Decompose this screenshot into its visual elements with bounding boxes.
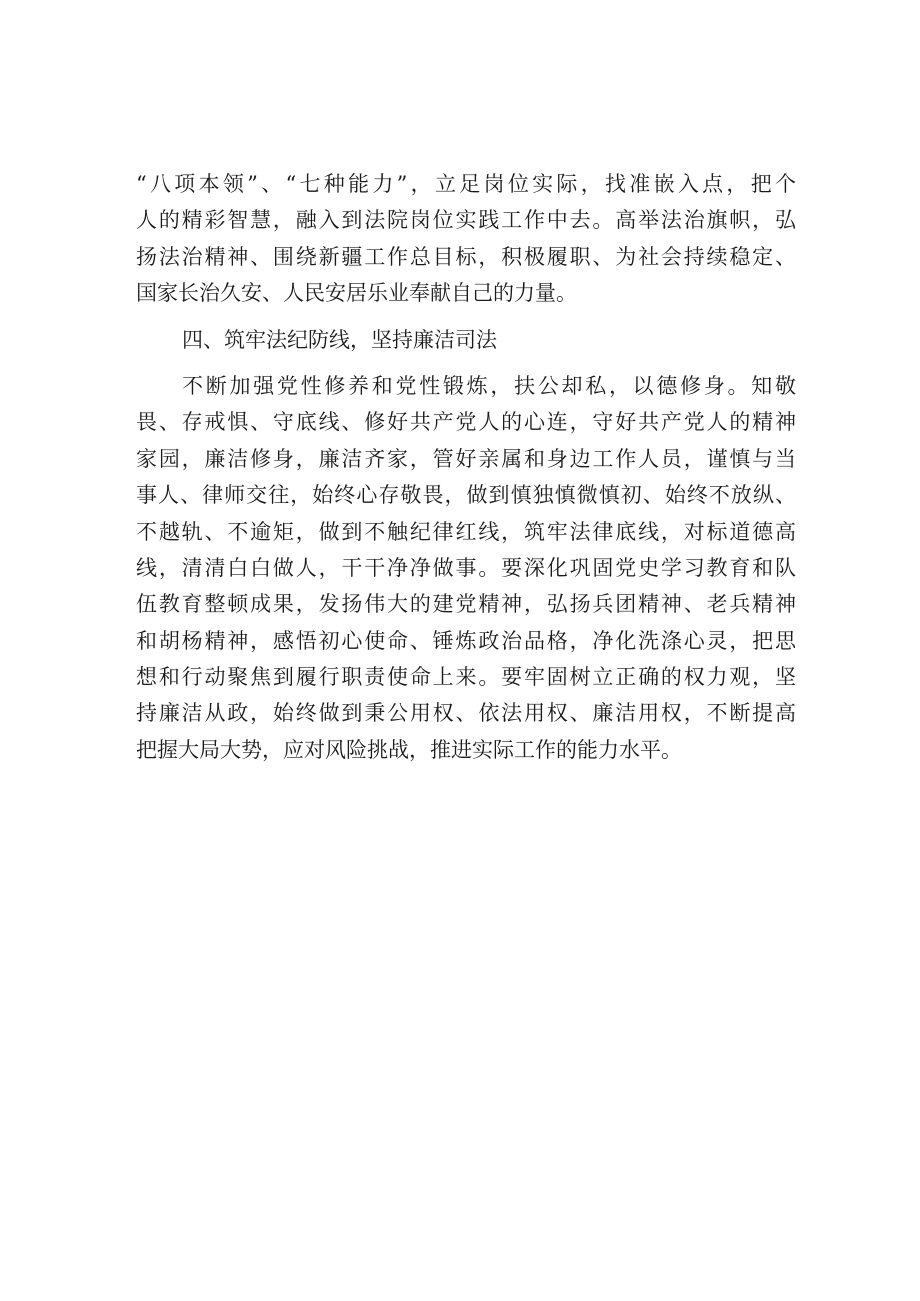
text-line: 不断加强党性修养和党性锻炼，扶公却私，以德修身。知敬 bbox=[182, 373, 796, 398]
text-line: 不越轨、不逾矩，做到不触纪律红线，筑牢法律底线，对标道德高 bbox=[136, 519, 796, 544]
text-line: 伍教育整顿成果，发扬伟大的建党精神，弘扬兵团精神、老兵精神 bbox=[136, 592, 796, 617]
paragraph-body bbox=[136, 368, 796, 768]
text-line: 国家长治久安、人民安居乐业奉献自己的力量。 bbox=[136, 281, 577, 306]
text-line: 线，清清白白做人，干干净净做事。要深化巩固党史学习教育和队 bbox=[136, 555, 796, 580]
text-line: 把握大局大势，应对风险挑战，推进实际工作的能力水平。 bbox=[136, 737, 682, 762]
text-line: 和胡杨精神，感悟初心使命、锤炼政治品格，净化洗涤心灵，把思 bbox=[136, 628, 796, 653]
text-line: 畏、存戒惧、守底线、修好共产党人的心连，守好共产党人的精神 bbox=[136, 410, 796, 435]
text-line: “八项本领”、“七种能力”，立足岗位实际，找准嵌入点，把个 bbox=[136, 172, 796, 196]
text-line: 想和行动聚焦到履行职责使命上来。要牢固树立正确的权力观，坚 bbox=[136, 665, 796, 690]
document-body bbox=[136, 166, 796, 768]
text-line: 家园，廉洁修身，廉洁齐家，管好亲属和身边工作人员，谨慎与当 bbox=[136, 446, 796, 471]
text-line: 人的精彩智慧，融入到法院岗位实践工作中去。高举法治旗帜，弘 bbox=[136, 208, 796, 233]
text-line: 持廉洁从政，始终做到秉公用权、依法用权、廉洁用权，不断提高 bbox=[136, 701, 796, 726]
text-line: 事人、律师交往，始终心存敬畏，做到慎独慎微慎初、始终不放纵、 bbox=[136, 483, 796, 508]
section-heading: 四、筑牢法纪防线，坚持廉洁司法 bbox=[182, 327, 497, 352]
paragraph-continuation bbox=[136, 166, 796, 312]
text-line: 扬法治精神、围绕新疆工作总目标，积极履职、为社会持续稳定、 bbox=[136, 244, 796, 269]
